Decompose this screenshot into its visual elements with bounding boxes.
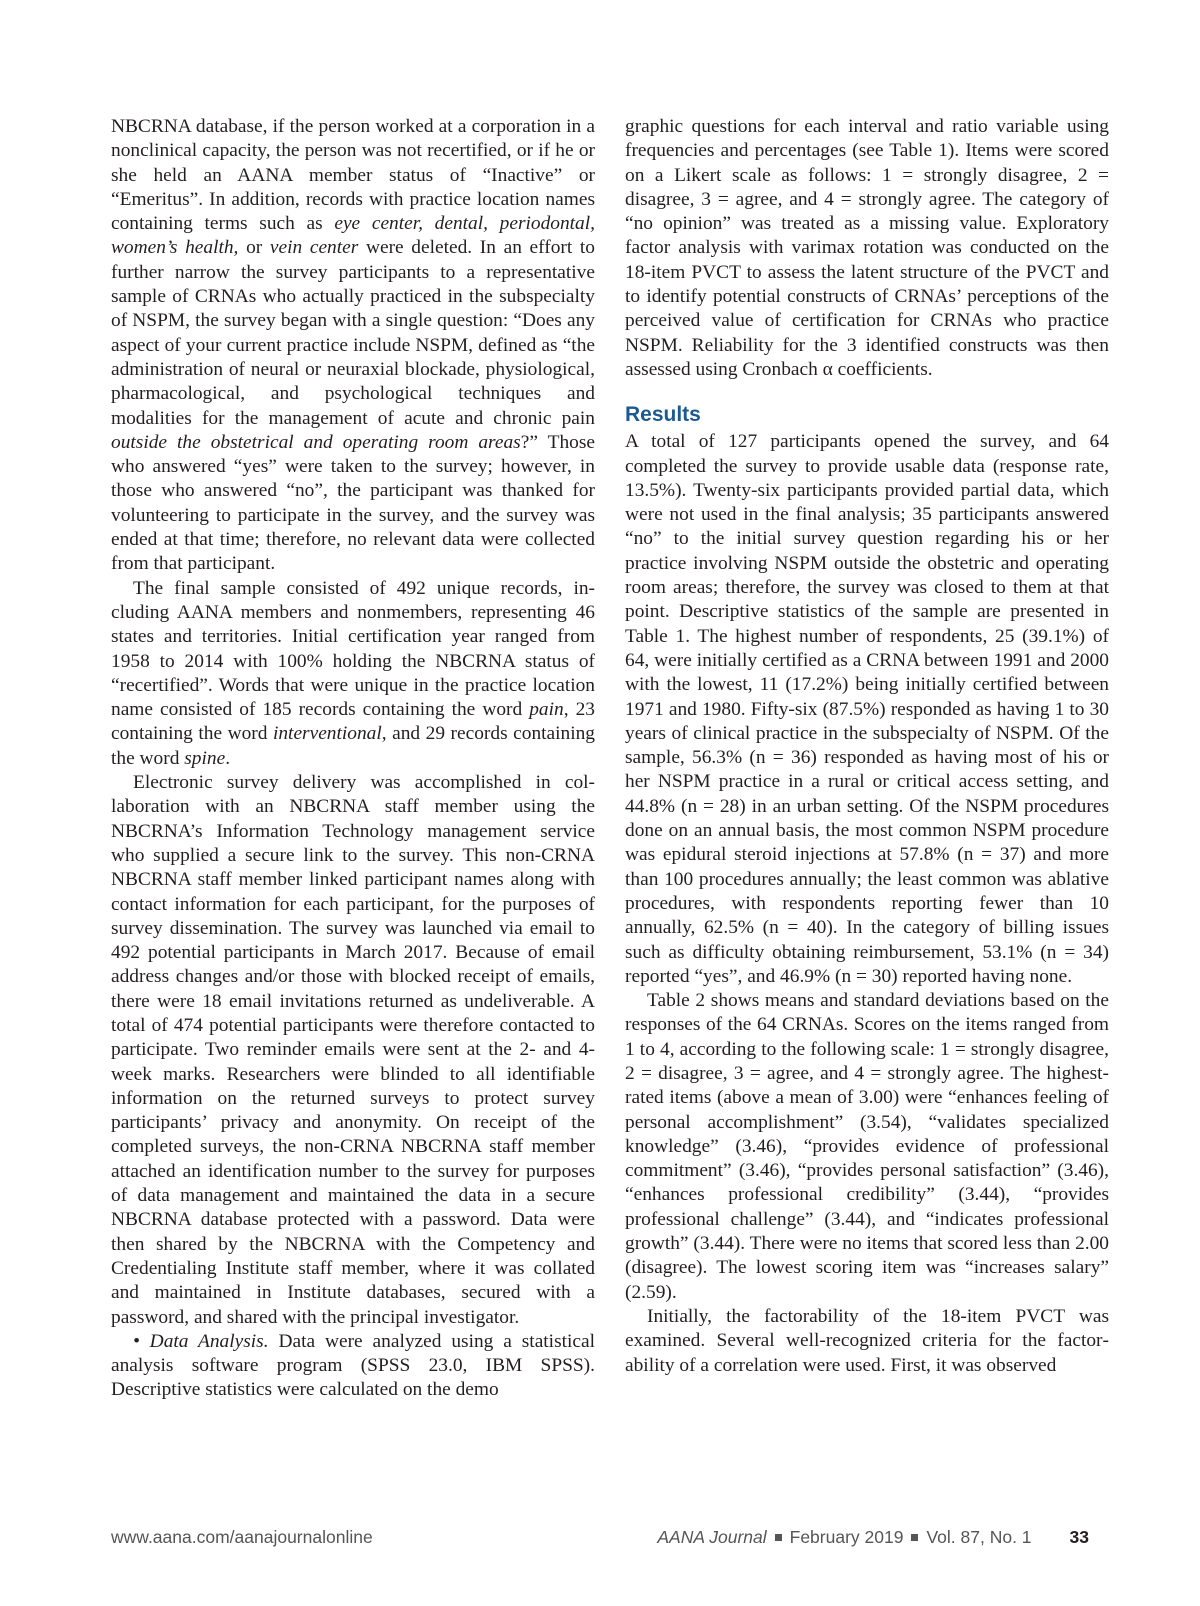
issue-date: February 2019 [789,1527,904,1547]
section-heading: Results [625,403,701,427]
separator-square-icon [911,1534,918,1541]
journal-url[interactable]: www.aana.com/aanajournalonline [111,1527,373,1547]
page-number: 33 [1069,1527,1089,1547]
paragraph: Initially, the factorability of the 18-item PVCT was examined. Several well-recognized criteria for the factorability of a correlation were used. First, it was observed [625,1305,1109,1376]
section-lead: • Data Analysis. [133,1330,269,1352]
paragraph: A total of 127 participants opened the survey, and 64 completed the survey to provide usable data (response rate, 13.5%). Twenty-six participants provided partial data, which were not used in the final analysis; 35 participants answered “no” to the initial survey question regarding his or her practice involving NSPM outside the obstetric and operating room areas; therefore, the survey was closed to them at that point. Descriptive statistics of the sample are presented in Table 1. The highest number of respondents, 25 (39.1%) of 64, were initially certified as a CRNA between 1991 and 2000 with the lowest, 11 (17.2%) being initially certified between 1971 and 1980. Fifty-six (87.5%) responded as having 1 to 30 years of clinical practice in the subspecialty of NSPM. Of the sample, 56.3% (n = 36) responded as having most of his or her NSPM practice in a rural or critical access setting, and 44.8% (n = 28) in an urban setting. Of the NSPM procedures done on an annual basis, the most common NSPM procedure was epidural steroid injections at 57.8% (n = 37) and more than 100 procedures annually; the least common was ablative procedures, with respondents reporting fewer than 10 annually, 62.5% (n = 40). In the category of billing issues such as difficulty obtaining reimbursement, 53.1% (n = 34) reported “yes”, and 46.9% (n = 30) reported having none. [625,431,1109,987]
right-column [625,115,1109,1378]
paragraph: Electronic survey delivery was accomplished in collaboration with an NBCRNA staff member using the NBCRNA’s Information Technology management service who supplied a secure link to the survey. This non-CRNA NBCRNA staff member linked participant names along with contact information for each participant, for the purposes of survey dissemination. The survey was launched via email to 492 potential participants in March 2017. Because of email address changes and/or those with blocked receipt of emails, there were 18 email invitations returned as undeliverable. A total of 474 potential participants were therefore contacted to participate. Two reminder emails were sent at the 2- and 4-week marks. Researchers were blinded to all identifiable information on the returned surveys to protect survey participants’ privacy and anonymity. On receipt of the completed surveys, the non-CRNA NBCRNA staff member attached an identification number to the survey for purposes of data management and maintained the data in a secure NBCRNA database protected with a password. Data were then shared by the NBCRNA with the Competency and Credentialing Institute staff member, where it was collated and maintained in Institute databases, secured with a password, and shared with the principal investigator. [111,772,595,1328]
journal-name: AANA Journal [657,1527,767,1547]
paragraph: NBCRNA database, if the person worked at a corporation in a nonclinical capacity, the person was not recertified, or if he or she held an AANA member status of “Inactive” or “Emeritus”. In addition, records with practice location names containing terms such as eye center, dental, periodontal, women’s health, or vein center were deleted. In an effort to further narrow the survey participants to a representative sample of CRNAs who actually practiced in the subspecialty of NSPM, the survey began with a single question: “Does any aspect of your current practice include NSPM, defined as “the administration of neural or neuraxial blockade, physiological, pharmacological, and psychological techniques and modalities for the management of acute and chronic pain outside the obstetrical and operating room areas?” Those who answered “yes” were taken to the survey; however, in those who answered “no”, the participant was thanked for volunteering to participate in the survey, and the survey was ended at that time; therefore, no relevant data were collected from that participant. [111,116,595,575]
paragraph: The final sample consisted of 492 unique records, including AANA members and nonmembers, representing 46 states and territories. Initial certification year ranged from 1958 to 2014 with 100% holding the NBCRNA status of “recertified”. Words that were unique in the practice location name consisted of 185 records containing the word pain, 23 containing the word interventional, and 29 records containing the word spine. [111,577,595,769]
paragraph: Table 2 shows means and standard deviations based on the responses of the 64 CRNAs. Scores on the items ranged from 1 to 4, according to the following scale: 1 = strongly disagree, 2 = disagree, 3 = agree, and 4 = strongly agree. The highest-rated items (above a mean of 3.00) were “enhances feeling of personal accomplishment” (3.54), “validates specialized knowledge” (3.46), “provides evidence of professional commitment” (3.46), “provides personal satisfaction” (3.46), “enhances professional credibility” (3.44), “provides professional challenge” (3.44), and “indicates professional growth” (3.44). There were no items that scored less than 2.00 (disagree). The lowest scoring item was “increases salary” (2.59). [625,990,1109,1303]
paragraph: • Data Analysis. Data were analyzed using a statistical analysis software program (SPSS 23.0, IBM SPSS). Descriptive statistics were calculated on the demo [111,1330,595,1401]
paragraph: graphic questions for each interval and ratio variable using frequencies and percentages (see Table 1). Items were scored on a Likert scale as follows: 1 = strongly disagree, 2 = disagree, 3 = agree, and 4 = strongly agree. The category of “no opinion” was treated as a missing value. Exploratory factor analysis with varimax rotation was conducted on the 18-item PVCT to assess the latent structure of the PVCT and to identify potential constructs of CRNAs’ perceptions of the perceived value of certification for CRNAs who practice NSPM. Reliability for the 3 identified constructs was then assessed using Cronbach α coefficients. [625,116,1109,380]
journal-citation [657,1527,1089,1548]
separator-square-icon [775,1534,782,1541]
volume-number: Vol. 87, No. 1 [926,1527,1032,1547]
left-column [111,115,595,1403]
